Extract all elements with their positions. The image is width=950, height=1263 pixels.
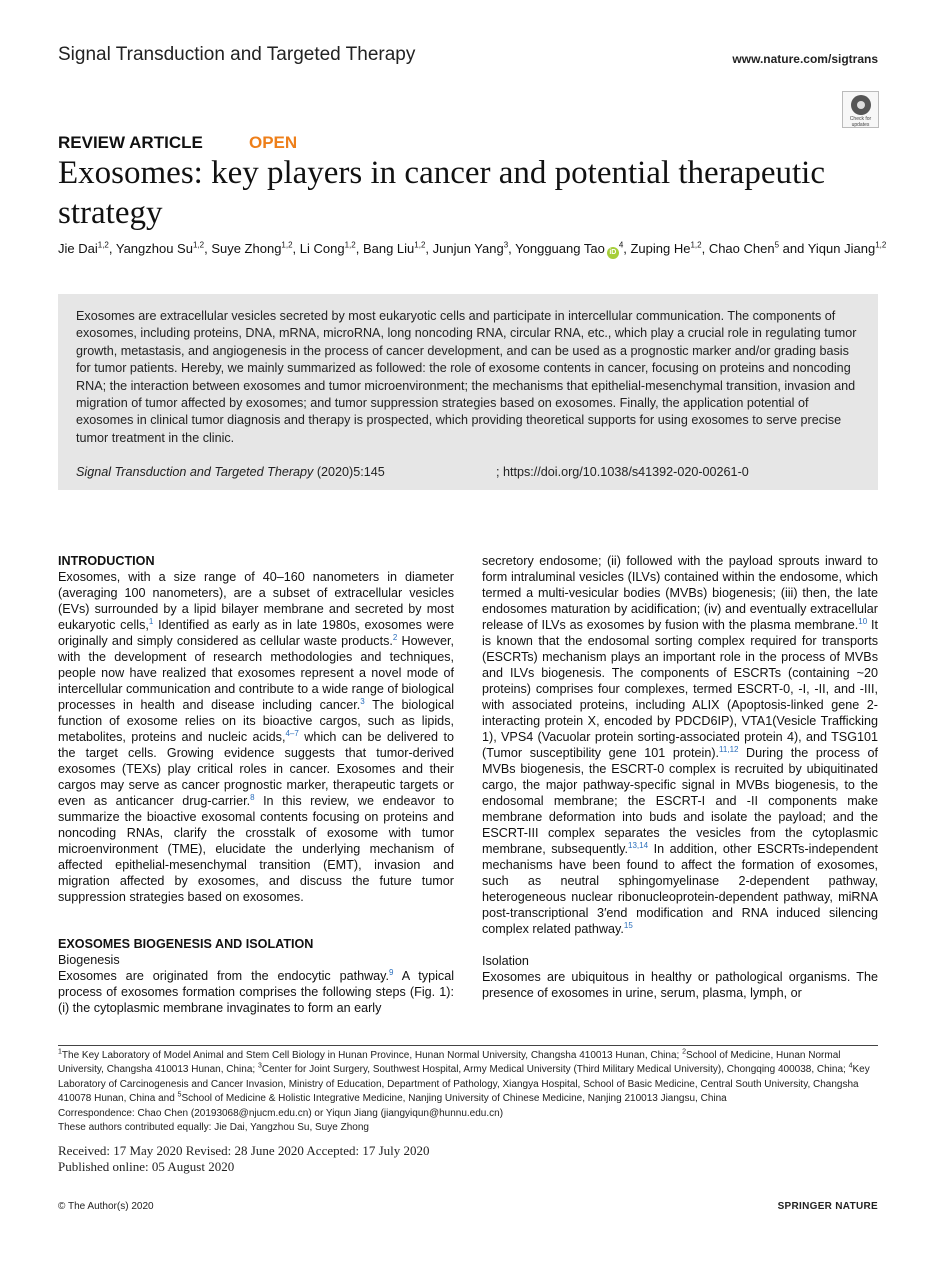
- affiliation-list: $^1$The Key Laboratory of Model Animal and Stem Cell Biology in Hunan Province, Hunan Normal University, Changsha 410013 Hunan, China; $^2$School of Medicine, Hunan Normal University, Changsha 410013 Hunan, China; $^3$Center for Joint Surgery, Southwest Hospital, Army Medical University (Third Military Medical University), Chongqing 400038, China; $^4$Key Laboratory of Carcinogenesis and Cancer Invasion, Ministry of Education, Department of Pathology, Xiangya Hospital, School of Basic Medicine, Central South University, Changsha 410078 Hunan, China and $^5$School of Medicine & Holistic Integrative Medicine, Nanjing University of Chinese Medicine, Nanjing 210013 Jiangsu, China: [58, 1048, 870, 1105]
- footnote-divider: [58, 1045, 878, 1046]
- copyright: © The Author(s) 2020: [58, 1201, 154, 1212]
- published-date: Published online: 05 August 2020: [58, 1158, 235, 1174]
- isolation-subheading: Isolation: [482, 954, 529, 968]
- biogenesis-subheading: Biogenesis: [58, 953, 120, 967]
- biogenesis-continued: secretory endosome; (ii) followed with the payload sprouts inward to form intraluminal vesicles (ILVs) contained within the endosome, which termed a multi-vesicular bodies (MVBs) biogenesis; (iii) then, the late endosomes maturation by acidification; (iv) and eventually extracellular release of ILVs as exosomes by fusion with the plasma membrane.$^{10}$ It is known that the endosomal sorting complex required for transports (ESCRTs) mechanism plays an important role in the process of MVBs and ILVs biogenesis. The components of ESCRTs (containing ~20 proteins) comprises four complexes, termed ESCRT-0, -I, -II, and -III, with associated proteins, including ALIX (Apoptosis-linked gene 2-interacting protein X, encoded by PDCD6IP), VTA1(Vesicle Trafficking 1), VPS4 (Vacuolar protein sorting-associated protein 4), and TSG101 (Tumor susceptibility gene 101 protein).$^{11,12}$ During the process of MVBs biogenesis, the ESCRT-0 complex is recruited by ubiquitinated cargo, the major pathway-specific signal in MVBs biogenesis, to the endosomal membrane; the ESCRT-I and -II components make membrane deformation into buds and isolate the payload; and the ESCRT-III complex separates the vesicles from the cytoplasmic membrane, subsequently.$^{13,14}$ In addition, other ESCRTs-independent mechanisms have been found to affect the formation of exosomes, such as neutral sphingomyelinase 2-dependent pathway, heterogeneous nuclear ribonucleoprotein-dependent pathway, miRNA post-transcriptional 3′end modification and RNA induced silencing complex related pathway.$^{15}$: [482, 554, 878, 936]
- open-access-label: OPEN: [249, 133, 298, 152]
- intro-paragraph: Exosomes, with a size range of 40–160 nanometers in diameter (averaging 100 nanometers), are a subset of extracellular vesicles (EVs) surrounded by a lipid bilayer membrane and secreted by most eukaryotic cells,$^1$ Identified as early as in late 1980s, exosomes were originally and simply considered as cellular waste products.$^2$ However, with the development of research methodologies and techniques, people now have realized that exosomes represent a novel mode of intercellular communication and contribute to a wide range of biological processes in health and disease including cancer.$^3$ The biological function of exosome relies on its bioactive cargos, such as lipids, metabolites, proteins and nucleic acids,$^{4-7}$ which can be delivered to the target cells. Growing evidence suggests that tumor-derived exosomes (TEXs) play critical roles in cancer. Exosomes and their cargos may serve as cancer prognostic marker, therapeutic targets or even as anticancer drug-carrier.$^8$ In this review, we endeavor to summarize the bioactive exosomal contents focusing on proteins and noncoding RNAs, clarify the crosstalk of exosome with tumor microenvironment (TME), elucidate the underlying mechanism of affected epithelial-mesenchymal transition (EMT), invasion and migration affected by exosomes, and discuss the future tumor suppression strategies based on exosomes.: [58, 570, 454, 904]
- author-list: Jie Dai$^{1,2}$, Yangzhou Su$^{1,2}$, Suye Zhong$^{1,2}$, Li Cong$^{1,2}$, Bang Liu$^{1,2}$, Junjun Yang$^3$, Yongguang Tao $iD^4$, Zuping He$^{1,2}$, Chao Chen$^5$ and Yiqun Jiang$^{1,2}$: [58, 240, 888, 259]
- equal-contribution-note: These authors contributed equally: Jie Dai, Yangzhou Su, Suye Zhong: [58, 1122, 369, 1134]
- correspondence: Correspondence: Chao Chen (20193068@njucm.edu.cn) or Yiqun Jiang (jiangyiqun@hunnu.edu.cn): [58, 1107, 504, 1119]
- received-dates: Received: 17 May 2020 Revised: 28 June 2020 Accepted: 17 July 2020: [58, 1143, 430, 1158]
- isolation-paragraph: Exosomes are ubiquitous in healthy or pathological organisms. The presence of exosomes in urine, serum, plasma, lymph, or: [482, 970, 878, 1000]
- article-dates: [58, 1143, 430, 1174]
- article-type: REVIEW ARTICLE: [58, 133, 203, 152]
- citation-line: [76, 465, 862, 479]
- abstract-box: [58, 294, 878, 490]
- check-updates-label: Check for updates: [849, 116, 872, 128]
- article-title: Exosomes: key players in cancer and potential therapeutic strategy: [58, 155, 825, 231]
- check-updates-icon: [851, 95, 871, 115]
- biogenesis-heading: EXOSOMES BIOGENESIS AND ISOLATION: [58, 937, 314, 951]
- left-column: [58, 553, 454, 1016]
- citation-issue: (2020)5:145: [313, 465, 385, 479]
- biogenesis-paragraph: Exosomes are originated from the endocytic pathway.$^9$ A typical process of exosomes formation comprises the following steps (Fig. 1): (i) the cytoplasmic membrane invaginates to form an early: [58, 967, 454, 1015]
- journal-url[interactable]: www.nature.com/sigtrans: [732, 52, 878, 66]
- journal-name: Signal Transduction and Targeted Therapy: [58, 44, 416, 65]
- intro-heading: INTRODUCTION: [58, 554, 155, 568]
- affiliations: [58, 1049, 880, 1135]
- abstract-text: Exosomes are extracellular vesicles secreted by most eukaryotic cells and participate in intercellular communication. The components of exosomes, including proteins, DNA, mRNA, microRNA, long noncoding RNA, circular RNA, etc., which play a crucial role in regulating tumor growth, metastasis, and angiogenesis in the process of cancer development, and can be used as a prognostic marker and/or grading basis for tumor patients. Hereby, we mainly summarized as followed: the role of exosome contents in cancer, focusing on proteins and noncoding RNA; the interaction between exosomes and tumor microenvironment; the mechanisms that epithelial-mesenchymal transition, invasion and migration of tumor affected by exosomes; and tumor suppression strategies based on exosomes. Finally, the application potential of exosomes in clinical tumor diagnosis and therapy is prospected, which providing theoretical supports for using exosomes to serve precise tumor treatment in the clinic.: [76, 309, 857, 445]
- check-for-updates-badge[interactable]: [842, 91, 879, 128]
- right-column: [482, 553, 878, 1001]
- publisher-logo: SPRINGER NATURE: [777, 1201, 878, 1212]
- doi-link[interactable]: ; https://doi.org/10.1038/s41392-020-00261-0: [496, 465, 749, 479]
- citation-journal: Signal Transduction and Targeted Therapy: [76, 465, 314, 479]
